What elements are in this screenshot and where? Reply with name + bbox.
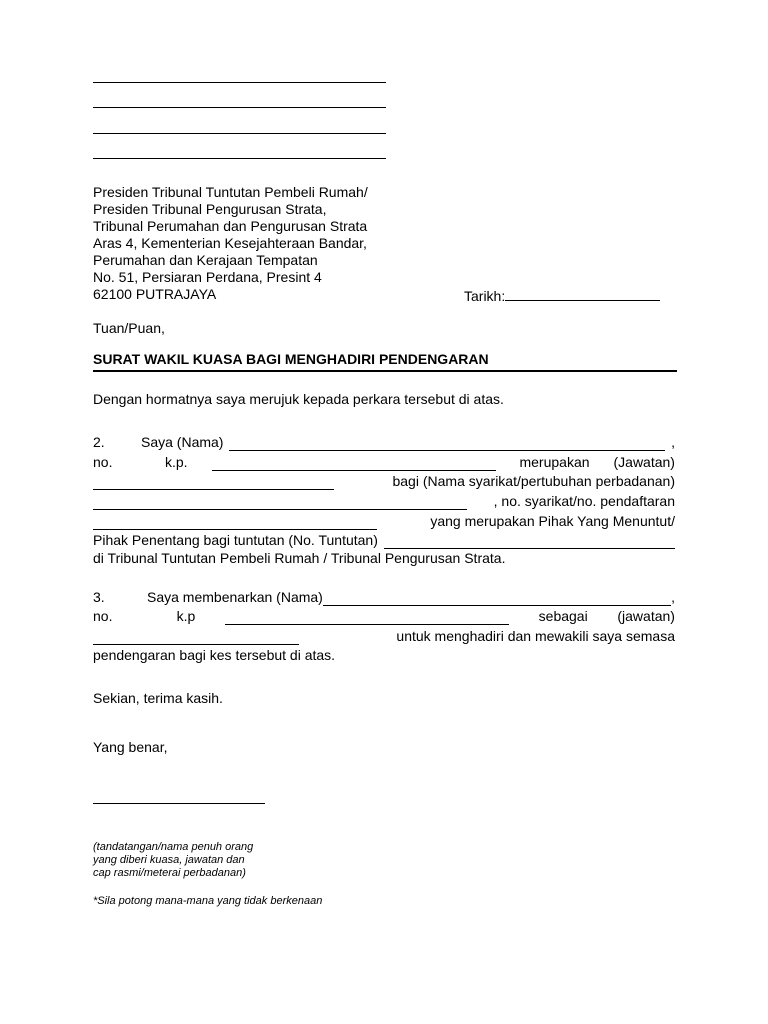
address-line-7: 62100 PUTRAJAYA	[93, 286, 217, 302]
para3-line-4: pendengaran bagi kes tersebut di atas.	[93, 647, 336, 663]
salutation: Tuan/Puan,	[93, 320, 165, 336]
para3-kp: k.p	[176, 608, 196, 624]
sender-line-4[interactable]	[93, 158, 386, 159]
date-field	[464, 286, 660, 305]
para3-no: no.	[93, 608, 113, 624]
signature-note-3: cap rasmi/meterai perbadanan)	[93, 867, 246, 879]
para3-comma: ,	[671, 589, 675, 605]
para2-line-1	[93, 433, 675, 451]
para3-line-2	[93, 607, 675, 625]
date-blank[interactable]	[505, 286, 660, 301]
para2-kp: k.p.	[164, 454, 188, 470]
para3-jawatan: (jawatan)	[617, 608, 675, 624]
closing-text: Sekian, terima kasih.	[93, 690, 223, 706]
para3-line-1	[93, 588, 675, 606]
address-line-2: Presiden Tribunal Pengurusan Strata,	[93, 201, 327, 217]
date-label: Tarikh:	[464, 288, 506, 304]
signature-line[interactable]	[93, 803, 265, 804]
address-line-4: Aras 4, Kementerian Kesejahteraan Bandar,	[93, 235, 367, 251]
sender-line-2[interactable]	[93, 107, 386, 108]
claim-number-blank[interactable]	[384, 534, 675, 549]
company-name-blank[interactable]	[93, 495, 467, 510]
para2-jawatan: (Jawatan)	[613, 454, 675, 470]
sender-line-1[interactable]	[93, 82, 386, 83]
para2-pihak-penentang: Pihak Penentang bagi tuntutan (No. Tuntutan)	[93, 532, 378, 548]
ic-number-blank[interactable]	[212, 456, 496, 471]
registration-number-blank[interactable]	[93, 515, 377, 530]
address-line-3: Tribunal Perumahan dan Pengurusan Strata	[93, 218, 368, 234]
sender-line-3[interactable]	[93, 133, 386, 134]
para2-bagi: bagi (Nama syarikat/pertubuhan perbadanan)	[392, 473, 675, 489]
representative-ic-blank[interactable]	[225, 610, 509, 625]
para2-yang-merupakan: yang merupakan Pihak Yang Menuntut/	[430, 513, 675, 529]
address-line-6: No. 51, Persiaran Perdana, Presint 4	[93, 269, 322, 285]
para3-number: 3.	[93, 589, 105, 605]
para2-merupakan: merupakan	[519, 454, 590, 470]
para2-line-3	[93, 472, 675, 490]
para2-no-syarikat: , no. syarikat/no. pendaftaran	[493, 493, 675, 509]
address-line-5: Perumahan dan Kerajaan Tempatan	[93, 252, 318, 268]
para2-saya-nama: Saya (Nama)	[141, 434, 224, 450]
representative-name-blank[interactable]	[323, 591, 671, 606]
signature-note-1: (tandatangan/nama penuh orang	[93, 841, 254, 853]
address-line-1: Presiden Tribunal Tuntutan Pembeli Rumah/	[93, 184, 368, 200]
para3-saya-membenarkan: Saya membenarkan (Nama)	[147, 589, 323, 605]
footnote: *Sila potong mana-mana yang tidak berkenaan	[93, 895, 323, 907]
intro-paragraph: Dengan hormatnya saya merujuk kepada perkara tersebut di atas.	[93, 391, 504, 407]
subject-heading: SURAT WAKIL KUASA BAGI MENGHADIRI PENDENGARAN	[93, 351, 677, 372]
name-blank[interactable]	[229, 436, 665, 451]
para2-line-7: di Tribunal Tuntutan Pembeli Rumah / Tribunal Pengurusan Strata.	[93, 550, 506, 566]
para2-number: 2.	[93, 434, 105, 450]
representative-position-blank[interactable]	[93, 630, 299, 645]
position-blank[interactable]	[93, 475, 334, 490]
para3-sebagai: sebagai	[538, 608, 588, 624]
para3-untuk: untuk menghadiri dan mewakili saya semasa	[396, 628, 675, 644]
yang-benar-text: Yang benar,	[93, 739, 168, 755]
signature-note-2: yang diberi kuasa, jawatan dan	[93, 854, 245, 866]
para2-line-6	[93, 531, 675, 549]
para2-comma: ,	[671, 434, 675, 450]
para2-line-2	[93, 453, 675, 471]
para3-line-3	[93, 627, 675, 645]
para2-no: no.	[93, 454, 113, 470]
para2-line-4	[93, 492, 675, 510]
para2-line-5	[93, 512, 675, 530]
